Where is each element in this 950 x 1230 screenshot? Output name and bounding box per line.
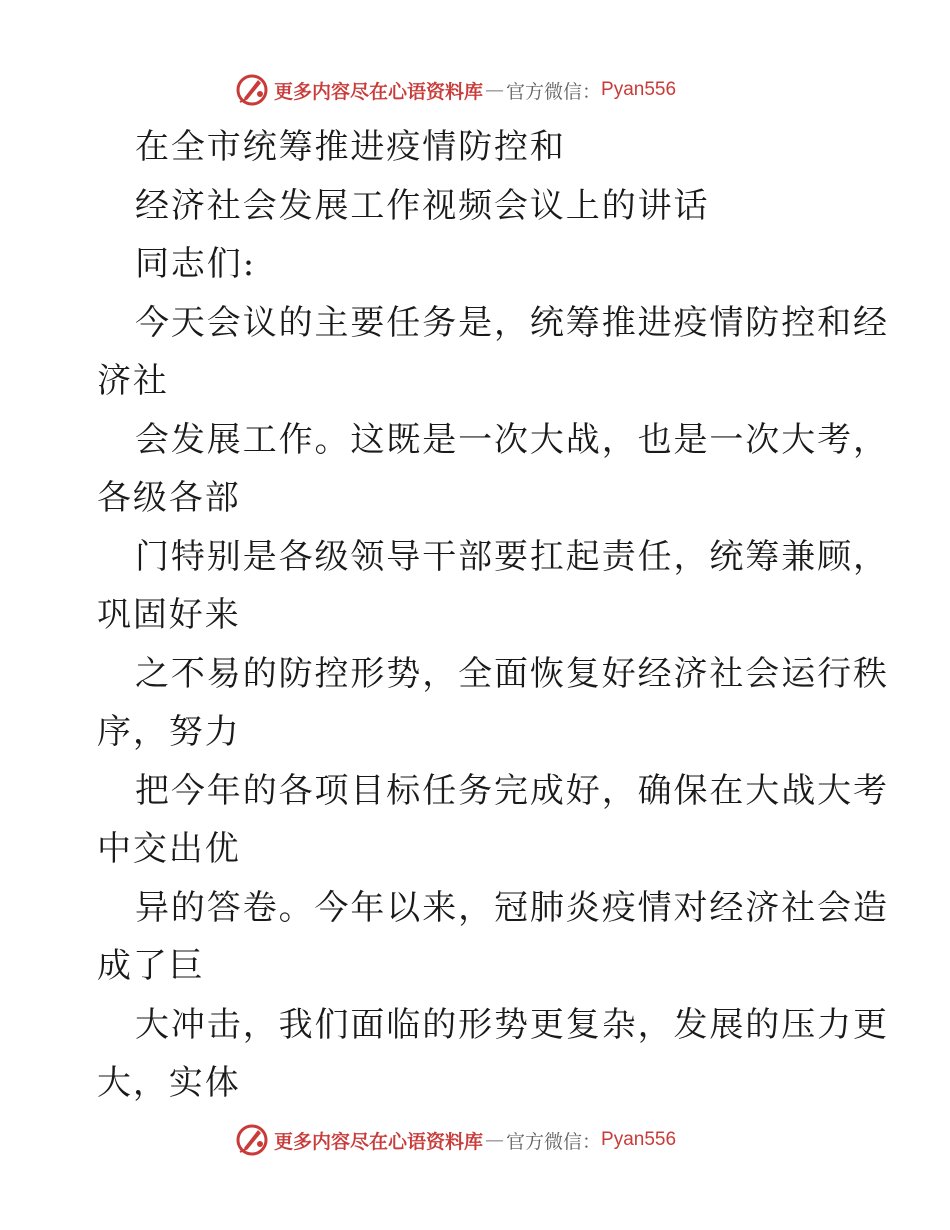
document-body — [97, 118, 889, 1113]
text-line: 今天会议的主要任务是，统筹推进疫情防控和经 — [135, 302, 889, 343]
text-line: 异的答卷。今年以来，冠肺炎疫情对经济社会造 — [135, 887, 889, 928]
quill-logo-icon — [234, 72, 270, 108]
banner-wechat-label: 官方微信： — [506, 80, 602, 103]
text-line: 会发展工作。这既是一次大战，也是一次大考， — [135, 419, 889, 460]
text-line: 在全市统筹推进疫情防控和 — [135, 127, 566, 167]
banner-wechat-id: Pyan556 — [601, 79, 677, 100]
text-line: 中交出优 — [97, 829, 241, 869]
text-line: 序，努力 — [97, 712, 241, 752]
quill-logo-icon — [234, 1122, 270, 1158]
text-line: 大冲击，我们面临的形势更复杂，发展的压力更 — [135, 1004, 889, 1045]
text-line: 同志们: — [135, 244, 257, 284]
banner-dash: — — [485, 79, 505, 101]
banner-library-text: 更多内容尽在心语资料库 — [274, 80, 484, 103]
text-line: 门特别是各级领导干部要扛起责任，统筹兼顾， — [135, 536, 889, 577]
text-line: 成了巨 — [97, 946, 205, 986]
text-line: 巩固好来 — [97, 595, 241, 635]
header-watermark-banner — [234, 70, 676, 110]
banner-wechat-id: Pyan556 — [601, 1129, 677, 1150]
footer-watermark-banner — [234, 1120, 676, 1160]
text-line: 大，实体 — [97, 1063, 241, 1103]
text-line: 之不易的防控形势，全面恢复好经济社会运行秩 — [135, 653, 889, 694]
banner-library-text: 更多内容尽在心语资料库 — [274, 1130, 484, 1153]
banner-wechat-label: 官方微信： — [506, 1130, 602, 1153]
text-line: 济社 — [97, 361, 169, 401]
banner-dash: — — [485, 1129, 505, 1151]
text-line: 各级各部 — [97, 478, 241, 518]
text-line: 经济社会发展工作视频会议上的讲话 — [135, 185, 710, 226]
text-line: 把今年的各项目标任务完成好，确保在大战大考 — [135, 770, 889, 811]
